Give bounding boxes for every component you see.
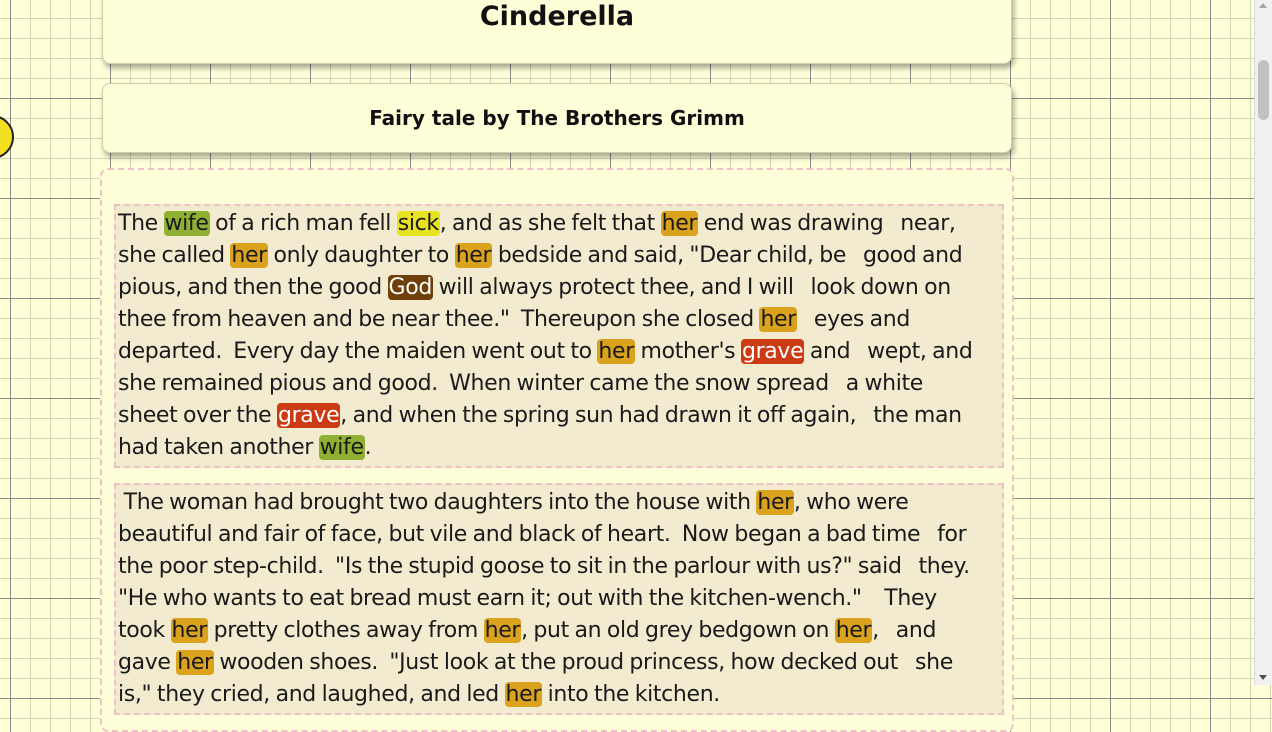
paragraph-text: only daughter to xyxy=(267,243,455,268)
highlight-wife: wife xyxy=(164,211,209,236)
highlight-her: her xyxy=(835,618,872,643)
subtitle-card xyxy=(102,83,1012,153)
paragraph-text: wooden shoes. "Just look at the proud princess, how decked out she is," they cried, and laughed, and led xyxy=(118,650,953,707)
paragraph-text: and wept, and she remained pious and good. When winter came the snow spread a white sheet over the xyxy=(118,339,973,428)
paragraph-text: end was drawing near, she called xyxy=(118,211,956,268)
paragraph-text: eyes and departed. Every day the maiden went out to xyxy=(118,307,911,364)
page-title: Cinderella xyxy=(479,1,635,32)
paragraph-text: . xyxy=(364,435,372,460)
page-subtitle: Fairy tale by The Brothers Grimm xyxy=(369,106,745,130)
scrollbar-thumb[interactable] xyxy=(1258,60,1269,120)
highlight-sick: sick xyxy=(397,211,439,236)
paragraph-text: mother's xyxy=(634,339,741,364)
highlight-wife: wife xyxy=(319,435,364,460)
story-paragraph xyxy=(114,204,1004,468)
paragraph-text: into the kitchen. xyxy=(542,682,720,707)
scroll-up-arrow-icon[interactable] xyxy=(1259,3,1267,8)
story-paragraph xyxy=(114,483,1004,715)
paragraph-text: pretty clothes away from xyxy=(208,618,484,643)
highlight-her: her xyxy=(177,650,213,675)
highlight-god: God xyxy=(388,275,432,300)
story-container xyxy=(100,168,1014,732)
paragraph-text: of a rich man fell xyxy=(209,211,397,236)
highlight-grave: grave xyxy=(278,403,340,428)
paragraph-text: , and gave xyxy=(118,618,937,675)
paragraph-text: The woman had brought two daughters into the house with xyxy=(118,490,757,515)
paragraph-text: bedside and said, "Dear child, be good and pious, and then the good xyxy=(118,243,963,300)
paragraph-text: , who were beautiful and fair of face, but vile and black of heart. Now began a bad time for the poor step-child. "Is the stupid goose to sit in the parlour with us?" said they. "He who wants to eat bread must earn it; out with the kitchen-wench." They took xyxy=(118,490,970,643)
highlight-her: her xyxy=(598,339,634,364)
highlight-her: her xyxy=(505,682,542,707)
highlight-grave: grave xyxy=(741,339,804,364)
paragraph-text: , put an old grey bedgown on xyxy=(521,618,835,643)
highlight-her: her xyxy=(231,243,267,268)
highlight-her: her xyxy=(760,307,796,332)
highlight-her: her xyxy=(484,618,521,643)
paragraph-text: The xyxy=(118,211,164,236)
vertical-scrollbar[interactable] xyxy=(1254,0,1272,685)
highlight-her: her xyxy=(455,243,492,268)
paragraph-text: , and when the spring sun had drawn it off again, the man had taken another xyxy=(118,403,962,460)
paragraph-text: will always protect thee, and I will look down on thee from heaven and be near thee." Thereupon she closed xyxy=(118,275,951,332)
highlight-her: her xyxy=(757,490,793,515)
highlight-her: her xyxy=(171,618,208,643)
title-card xyxy=(102,0,1012,64)
highlight-her: her xyxy=(661,211,698,236)
scroll-down-arrow-icon[interactable] xyxy=(1259,675,1267,680)
yellow-circle-marker[interactable] xyxy=(0,115,14,159)
paragraph-text: , and as she felt that xyxy=(439,211,661,236)
